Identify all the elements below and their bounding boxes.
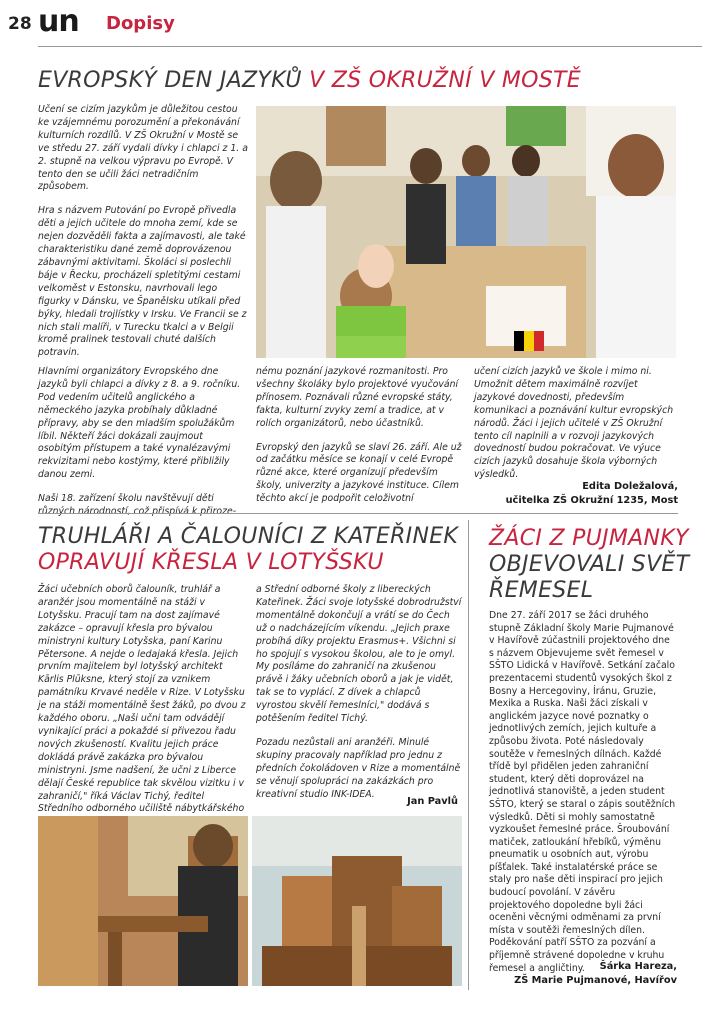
article1-column-b [256,366,462,517]
article1-para5: nému poznání jazykové rozmanitosti. Pro všechny školáky bylo projektové vyučování přínosem. Poznávali různé evropské státy, fakta, kulturní zvyky zemí a tradice, at v rolích organizátorů, nebo účastníků. [256,366,459,429]
article2-column-2 [256,584,462,813]
article3-column [489,610,677,986]
article1-title-part2: V ZŠ OKRUŽNÍ V MOSTĚ [309,68,581,93]
column-divider [468,520,469,990]
workshop-photo-right [252,816,462,986]
article1-column-a [38,366,246,530]
article3-title-line2: OBJEVOVALI SVĚT [489,552,690,577]
article1-para1: Učení se cizím jazykům je důležitou cestou ke vzájemnému porozumění a překonávání kulturních rozdílů. V ZŠ Okružní v Mostě se ve středu 27. září vydali dívky i chlapci z 1. a 2. stupně na velkou výpravu po Evropě. V tento den se učili žáci netradičním způsobem. [38,104,248,193]
article1-para6: Evropský den jazyků se slaví 26. září. Ale už od začátku měsíce se konají v celé Evropě různé akce, které organizují především školy, univerzity a jazykové instituce. Cílem těchto akcí je podpořit celoživotní [256,441,462,505]
workshop-photo-left [38,816,248,986]
article2-title-line2: OPRAVUJÍ KŘESLA V LOTYŠSKU [38,550,384,575]
classroom-photo [256,106,676,358]
classroom-photo-illustration [256,106,676,358]
article3-signature-name: Šárka Hareza, [599,961,677,972]
workshop-photo-right-illustration [252,816,462,986]
article1-column-c [474,366,678,493]
article2-column-1 [38,584,246,827]
article1-signature [474,480,678,508]
header-rule [38,46,702,47]
workshop-photo-left-illustration [38,816,248,986]
article3-title-line1: ŽÁCI Z PUJMANKY [489,526,689,551]
article1-headline [38,68,581,93]
article2-col2a: a Střední odborné školy z libereckých Kateřinek. Žáci svoje lotyšské dobrodružství momentálně dokončují a vrátí se do Čech už o nadcházejícím víkendu. „Jejich praxe probíhá díky projektu Erasmus+. Všichni si ho spojují s vysokou školou, ale to je omyl. My posíláme do zahraničí na zkušenou právě i žáky učebních oborů a jak je vidět, tak se to vyplácí. Z dívek a chlapců vyrostou skvělí řemeslníci," dodává s potěšením ředitel Tichý. [256,584,462,725]
article1-signature-role: učitelka ZŠ Okružní 1235, Most [505,495,678,506]
article3-signature [474,960,677,988]
article1-title-part1: EVROPSKÝ DEN JAZYKŮ [38,68,302,93]
article2-title-line1: TRUHLÁŘI A ČALOUNÍCI Z KATEŘINEK [38,524,459,549]
article2-signature: Jan Pavlů [407,796,458,807]
article1-intro-column [38,104,248,371]
article1-para3: Hlavními organizátory Evropského dne jazyků byli chlapci a dívky z 8. a 9. ročníku. Pod vedením učitelů anglického a německého jazyka probíhaly důkladné přípravy, aby se den mladším spolužákům líbil. Někteří žáci dokázali zaujmout osobitým přístupem a také vynalézavými rekvizitami nebo kostýmy, které přibližily danou zemi. [38,366,241,481]
article1-para7: učení cizích jazyků ve škole i mimo ni. Umožnit dětem maximálně rozvíjet jazykové dovednosti, především komunikaci a poznávání kultur evropských národů. Žáci i jejich učitelé v ZŠ Okružní tento cíl naplnili a v rozvoji jazykových dovedností budou pokračovat. Ve výuce cizích jazyků dosahuje škola výborných výsledků. [474,366,674,481]
article3-title-line3: ŘEMESEL [489,578,594,603]
article2-col1: Žáci učebních oborů čalouník, truhlář a aranžér jsou momentálně na stáži v Lotyšsku. Pracují tam na dost zajímavé zakázce – opravují křesla pro bývalou ministryni kultury Lotyšska, paní Karinu Pětersone. A nejde o ledajaká křesla. Jejich prvním majitelem byl lotyšský architekt Kārlis Plūksne, který stojí za vznikem památníku Krvavé neděle v Rize. V Lotyšsku je na stáži momentálně šest žáků, po dvou z každého oboru. „Naši učni tam odvádějí vynikající práci a pokaždé si přivezou řadu nových zkušeností. Kvalitu jejich práce dokládá právě zakázka pro bývalou ministryni. Jsme nadšení, že učni z Liberce dělají České republice tak skvělou vizitku i v zahraničí," říká Václav Tichý, ředitel Středního odborného učiliště nábytkářského [38,584,246,815]
article3-signature-school: ZŠ Marie Pujmanové, Havířov [514,975,677,986]
article1-signature-name: Edita Doležalová, [582,481,678,492]
page-number: 28 [8,14,32,34]
magazine-logo: un [38,4,79,39]
article1-para4: Naši 18. zařízení školu navštěvují děti různých národností, což přispívá k přiroze- [38,493,237,518]
article2-col2b: Pozadu nezůstali ani aranžéři. Minulé skupiny pracovaly například pro jednu z předních čokoládoven v Rize a momentálně se věnují spolupráci na zakázkách pro kreativní studio INK-IDEA. [256,736,461,800]
section-title: Dopisy [106,13,175,34]
article1-para2: Hra s názvem Putování po Evropě přivedla děti a jejich učitele do mnoha zemí, kde se nejen dozvěděli fakta a zajímavosti, ale také charakteristiku dané země doprovázenou zábavnými aktivitami. Školáci si poslechli báje v Řecku, procházeli spletitými cestami velkoměst v Estonsku, navrhovali lego figurky v Dánsku, ve Španělsku utíkali před býky, hledali trojlístky v Irsku. Ve Francii se z nich stali malíři, v Turecku tkalci a v Belgii kromě pralinek testovali chuté dalších potravin. [38,205,247,359]
article3-body: Dne 27. září 2017 se žáci druhého stupně Základní školy Marie Pujmanové v Havířově zúčastnili projektového dne s názvem Objevujeme svět řemesel v SŠTO Lidická v Havířově. Setkání začalo prezentacemi studentů vysokých škol z Bosny a Hercegoviny, Íránu, Gruzie, Mexika a Ruska. Naši žáci získali v anglickém jazyce nové poznatky o jednotlivých zemích, jejich kultuře a způsobu života. Poté následovaly soutěže v řemeslných dílnách. Každé třídě byl přidělen jeden zahraniční student, který děti doprovázel na jednotlivá stanoviště, a jeden student SŠTO, který se staral o zápis soutěžních výsledků. Děti si mohly samostatně vyzkoušet řemeslné práce. Šroubování matiček, zatloukání hřebíků, výměnu pneumatik u osobních aut, výrobu píšťalek. Také instalatérské práce se staly pro naše děti inspirací pro jejich budoucí povolání. V závěru projektového dopoledne byli žáci oceněni věcnými odměnami za první místa v soutěži řemeslných dílen. Poděkování patří SŠTO za pozvání a příjemně strávené dopoledne v kruhu řemesel a angličtiny. [489,610,676,974]
section-divider [38,513,678,514]
